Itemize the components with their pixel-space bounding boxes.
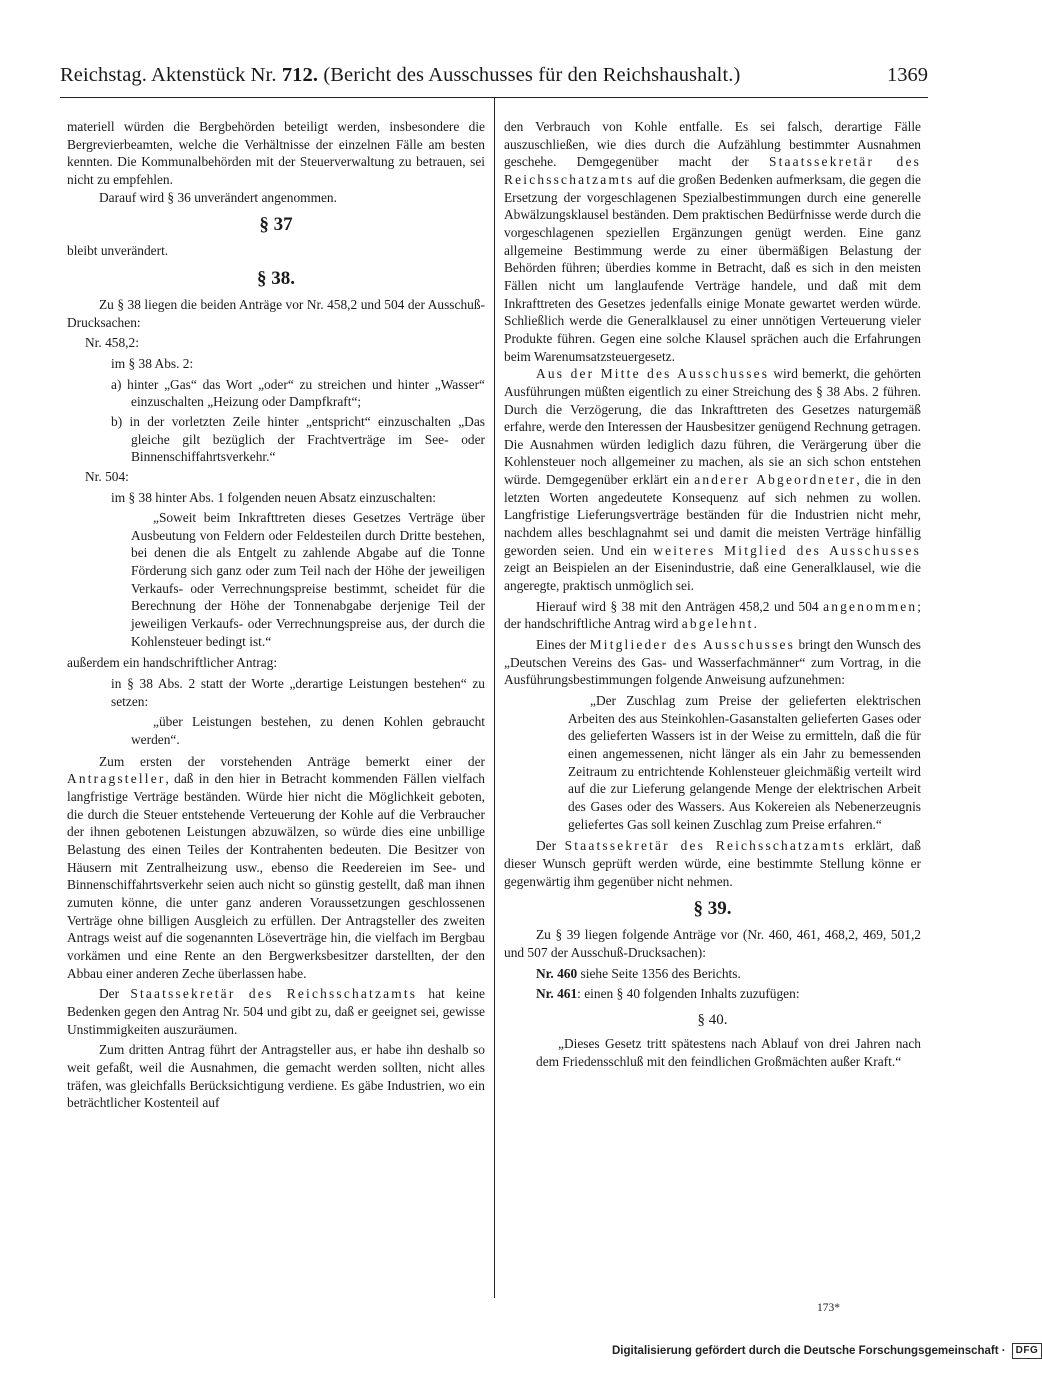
paragraph: bleibt unverändert. (67, 243, 169, 259)
paragraph (504, 365, 921, 595)
quote-paragraph: „Dieses Gesetz tritt spätestens nach Ablauf von drei Jahren nach dem Friedensschluß mit den feindlichen Großmächten außer Kraft.“ (536, 1035, 921, 1069)
header-doc-number: 712. (281, 64, 319, 86)
text-run: , die in den letzten Worten angedeutete Konsequenz auf sich nehmen zu wollen. Langfristige Lieferungsverträge beständen für die Industrien nicht mehr, nachdem alles beschlagnahmt sei und damit die meisten Verträge hinfällig geworden seien. Und ein (504, 472, 921, 558)
page-number: 1369 (887, 64, 928, 86)
header-title (60, 64, 740, 87)
text-run: Zum ersten der vorstehenden Anträge bemerkt einer der (99, 753, 485, 769)
text-run: bringt den Wunsch des „Deutschen Vereins des Gas- und Wasserfachmänner“ zum Vortrag, in die Ausführungsbestimmungen folgende Anweisung aufzunehmen: (504, 637, 921, 688)
spaced-text: Mitglieder des Ausschusses (589, 637, 796, 653)
paragraph: außerdem ein handschriftlicher Antrag: (67, 655, 278, 671)
quoted-text (504, 1035, 921, 1070)
paragraph (504, 118, 921, 365)
paragraph: Zu § 38 liegen die beiden Anträge vor Nr. 458,2 und 504 der Ausschuß-Drucksachen: (67, 296, 485, 330)
text-run: ; der handschriftliche Antrag wird (504, 598, 921, 632)
spaced-text: weiteres Mitglied des Ausschusses (653, 542, 921, 558)
motion-label-458: Nr. 458,2: (85, 335, 139, 351)
motion-items (67, 376, 485, 466)
quote-paragraph: „Der Zuschlag zum Preise der gelieferten elektrischen Arbeiten des aus Steinkohlen-Gasanstalten gelieferten Gases oder des gelieferten Wassers ist in der Weise zu ermitteln, daß die für einen angemessenen, nicht länger als ein Jahr zu bemessenden Zeitraum zu entrichtende Kohlensteuer gleichmäßig verteilt wird auf die zur Lieferung gelangende Menge der elektrischen Arbeit des Gases oder des Wassers. Aus Kokereien als Nebenerzeugnis geliefertes Gas soll keinen Zuschlag zum Preise erfahren.“ (568, 693, 921, 832)
spaced-text: Aus der Mitte des Ausschusses (536, 366, 770, 382)
text-run: Eines der (536, 637, 590, 653)
motion-intro: in § 38 Abs. 2 statt der Worte „derartige Leistungen bestehen“ zu setzen: (111, 676, 485, 709)
text-run: Der (99, 986, 131, 1002)
credit-text: Digitalisierung gefördert durch die Deutsche Forschungsgemeinschaft · (612, 1345, 1006, 1357)
header-suffix: (Bericht des Ausschusses für den Reichshaushalt.) (318, 64, 741, 86)
motion-label: Nr. 460 (536, 965, 578, 981)
column-divider (494, 98, 495, 1298)
section-heading-38: § 38. (257, 267, 295, 289)
spaced-text: abgelehnt (681, 616, 754, 632)
paragraph (504, 837, 921, 890)
spaced-text: Staatssekretär des Reichsschatzamts (130, 986, 418, 1002)
left-column (67, 118, 485, 1115)
text-run: : einen § 40 folgenden Inhalts zuzufügen: (577, 986, 800, 1002)
motion-line-460 (504, 965, 921, 983)
quoted-text (67, 713, 485, 748)
motion-intro: im § 38 Abs. 2: (111, 355, 194, 371)
quoted-text (504, 692, 921, 833)
paragraph (67, 985, 485, 1038)
spaced-text: Staatssekretär des Reichsschatzamts (504, 154, 921, 187)
spaced-text: anderer Abgeordneter (694, 472, 857, 488)
paragraph: Zu § 39 liegen folgende Anträge vor (Nr. 460, 461, 468,2, 469, 501,2 und 507 der Ausschuß-Drucksachen): (504, 927, 921, 960)
motion-label: Nr. 461 (536, 986, 578, 1002)
spaced-text: Staatssekretär des Reichsschatzamts (564, 838, 847, 854)
paragraph (504, 598, 921, 633)
section-heading-37: § 37 (259, 214, 293, 236)
dfg-logo: DFG (1012, 1343, 1042, 1359)
text-run: . (753, 616, 757, 632)
text-run: siehe Seite 1356 des Berichts. (577, 965, 741, 981)
spaced-text: angenommen (823, 598, 918, 614)
text-run: den Verbrauch von Kohle entfalle. Es sei falsch, derartige Fälle auszuschließen, wie dies durch die Aufzählung bestimmter Ausnahmen geschehe. Demgegenüber macht der (504, 119, 921, 170)
text-run: , daß in den hier in Betracht kommenden Fällen vielfach langfristige Verträge beständen. Würde hier nicht die Möglichkeit geboten, die durch die Steuer entstehende Verteuerung der Kohle auf die Verbraucher der ihnen gebotenen Leistungen abzuwälzen, so würde dies eine unbillige Belastung des einen Teiles der Kontrahenten bedeuten. Die Besitzer von Häusern mit Zentralheizung usw., ebenso die Reedereien im See- und Binnenschiffahrtsverkehr seien auch nicht so günstig gestellt, daß man ihnen zumuten könne, die unter ganz anderen Voraussetzungen geschlossenen Verträge ohne billigen Ausgleich zu erfüllen. Der Antragsteller des zweiten Antrags weist auf die sogenannten Löseverträge hin, die vielfach im Bergbau vorkämen und eine Rente an den Bergwerksbesitzer darstellten, der den Abbau einer anderen Zeche überlassen habe. (67, 771, 485, 981)
text-run: auf die großen Bedenken aufmerksam, die gegen die Ersetzung der vorgeschlagenen Spezialbestimmungen durch eine generelle Abwälzungsklausel beständen. Dem praktischen Bedürfnisse werde durch die vorgeschlagenen speziellen Ergänzungen genügt werden. Eine ganz allgemeine Bestimmung werde zu einer übermäßigen Belastung der Behörden führen; überdies komme in Betracht, daß es sich in den meisten Fällen nicht um langlaufende Verträge handele, und daß mit dem Inkrafttreten des Gesetzes jedenfalls einige Monate gewartet werden würde. Schließlich werde die Generalklausel zu einer unnötigen Verteuerung vieler Produkte führen. Gegen eine solche Klausel sprächen auch die Erfahrungen beim Warenumsatzsteuergesetz. (504, 171, 921, 364)
spaced-text: Antragsteller (67, 771, 166, 787)
text-run: Der (536, 838, 565, 854)
digitization-credit (612, 1343, 1039, 1359)
paragraph: Zum dritten Antrag führt der Antragsteller aus, er habe ihn deshalb so weit gefaßt, weil die Ausnahmen, die gemacht werden sollten, nicht alles träfen, was gleichfalls Berücksichtigung verdiene. Es gäbe Industrien, wo ein beträchtlicher Kostenteil auf (67, 1042, 485, 1111)
motion-intro: im § 38 hinter Abs. 1 folgenden neuen Absatz einzuschalten: (111, 489, 437, 505)
text-run: wird bemerkt, die gehörten Ausführungen müßten eigentlich zu einer Streichung des § 38 Abs. 2 führen. Durch die Verzögerung, die das Inkrafttreten des Gesetzes naturgemäß erfahre, werde den Interessen der Hausbesitzer genügend Rechnung getragen. Die Ausnahmen würden lediglich dazu führen, die Verärgerung über die Kohlensteuer noch allgemeiner zu machen, als sie an sich schon entstehen würde. Demgegenüber erklärt ein (504, 366, 921, 488)
text-run: hat keine Bedenken gegen den Antrag Nr. 504 und gibt zu, daß er geeignet sei, gewisse Unstimmigkeiten auszuräumen. (67, 986, 486, 1037)
list-item: b) in der vorletzten Zeile hinter „entspricht“ einzuschalten „Das gleiche gilt bezüglich der Frachtverträge im See- oder Binnenschiffahrtsverkehr.“ (111, 413, 485, 465)
motion-line-461 (504, 985, 921, 1003)
quote-paragraph: „über Leistungen bestehen, zu denen Kohlen gebraucht werden“. (131, 714, 485, 748)
section-heading-39: § 39. (693, 898, 732, 920)
paragraph: Darauf wird § 36 unverändert angenommen. (99, 189, 337, 205)
text-run: erklärt, daß dieser Wunsch geprüft werden würde, eine bestimmte Stellung könne er gegenwärtig ihm gegenüber nicht nehmen. (504, 838, 921, 889)
motion-label-504: Nr. 504: (85, 468, 129, 484)
right-column (504, 118, 921, 1074)
text-run: zeigt an Beispielen an der Eisenindustrie, daß eine Generalklausel, wie die angeregte, praktisch unmöglich sei. (504, 560, 921, 594)
paragraph: materiell würden die Bergbehörden beteiligt werden, insbesondere die Bergrevierbeamten, welche die Verhältnisse der einzelnen Fälle am besten kennten. Die Kommunalbehörden mit der Steuerverwaltung zu betrauen, sei nicht zu empfehlen. (67, 119, 485, 187)
quoted-text (67, 509, 485, 650)
list-item: a) hinter „Gas“ das Wort „oder“ zu streichen und hinter „Wasser“ einzuschalten „Heizung oder Dampfkraft“; (111, 376, 485, 410)
sheet-signature: 173* (817, 1302, 840, 1314)
page-header (60, 64, 928, 98)
paragraph (67, 753, 485, 983)
paragraph (504, 636, 921, 689)
header-prefix: Reichstag. Aktenstück Nr. (60, 64, 282, 86)
text-run: Hierauf wird § 38 mit den Anträgen 458,2 und 504 (536, 598, 824, 614)
quote-paragraph: „Soweit beim Inkrafttreten dieses Gesetzes Verträge über Ausbeutung von Feldern oder Feldesteilen durch Dritte bestehen, bei denen die als Entgelt zu zahlende Abgabe auf die Tonne Förderung sich ganz oder zum Teil nach der Höhe der jeweiligen Verkaufs- oder Verrechnungspreise bestimmt, scheidet für die Berechnung der Höhe der Tonnenabgabe derjenige Teil der jeweiligen Verkaufs- oder Verrechnungspreise aus, der durch die Kohlensteuer bedingt ist.“ (131, 510, 485, 649)
section-heading-40: § 40. (697, 1011, 728, 1028)
